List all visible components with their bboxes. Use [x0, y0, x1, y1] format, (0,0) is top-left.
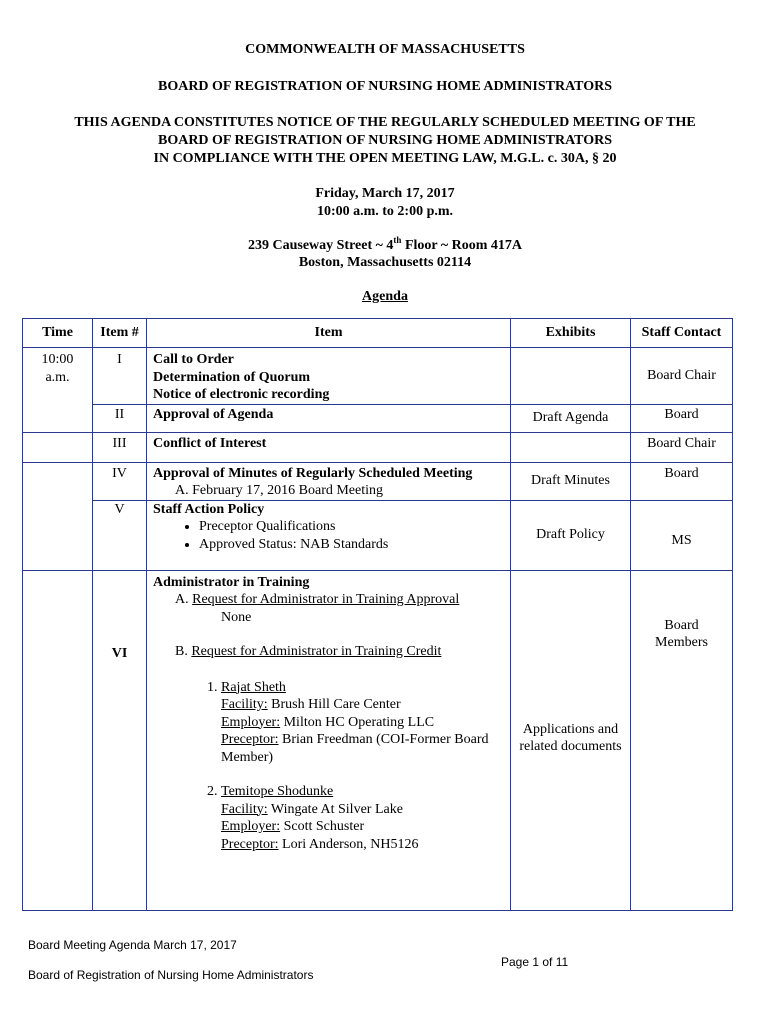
- cell-staff-contact: MS: [631, 500, 733, 570]
- value: Brush Hill Care Center: [267, 697, 401, 712]
- item-title: Staff Action Policy: [153, 501, 265, 517]
- cell-time: [23, 432, 93, 462]
- label: Employer:: [221, 714, 281, 730]
- cell-staff-contact: [631, 570, 733, 911]
- cell-item: [147, 462, 511, 500]
- meeting-time: 10:00 a.m. to 2:00 p.m.: [316, 204, 454, 219]
- header-staff-contact: Staff Contact: [631, 319, 733, 348]
- cell-item-number: IV: [93, 462, 147, 500]
- header-item: Item: [147, 319, 511, 348]
- label: Facility:: [221, 801, 268, 817]
- meeting-date: Friday, March 17, 2017: [315, 186, 455, 201]
- sub-a-none: None: [221, 609, 252, 625]
- cell-time: [23, 462, 93, 570]
- table-row: [23, 570, 733, 911]
- label: Facility:: [221, 697, 268, 712]
- cell-item: [147, 348, 511, 405]
- applicant-facility: [221, 801, 504, 819]
- bullet-list: [153, 518, 504, 553]
- exhibit-line: Applications and: [522, 721, 619, 737]
- item-title: Approval of Minutes of Regularly Scheduled Meeting: [153, 465, 473, 481]
- applicant-name: 2. Temitope Shodunke: [221, 784, 334, 799]
- cell-item-number: I: [93, 348, 147, 405]
- list-item: [221, 679, 504, 784]
- notice-line-1: THIS AGENDA CONSTITUTES NOTICE OF THE REGULARLY SCHEDULED MEETING OF THE: [74, 115, 696, 130]
- value: Lori Anderson, NH5126: [278, 836, 419, 852]
- exhibit-line: related documents: [519, 739, 622, 754]
- cell-item: Approval of Agenda: [147, 404, 511, 432]
- time-value: 10:00: [41, 352, 74, 367]
- table-row: [23, 432, 733, 462]
- label: Preceptor:: [221, 836, 279, 852]
- cell-item: [147, 570, 511, 911]
- table-row: [23, 462, 733, 500]
- agenda-table: [22, 318, 733, 911]
- footer-board-name: Board of Registration of Nursing Home Administrators: [28, 968, 314, 982]
- header-time: Time: [23, 319, 93, 348]
- applicant-name: 1. Rajat Sheth: [221, 679, 286, 695]
- label: Employer:: [221, 819, 281, 834]
- address-pre: 239 Causeway Street ~ 4: [247, 238, 394, 253]
- list-item: [221, 783, 504, 853]
- spacer: [221, 766, 504, 783]
- notice-line-2: BOARD OF REGISTRATION OF NURSING HOME ADMINISTRATORS: [157, 133, 613, 148]
- table-row: [23, 404, 733, 432]
- cell-staff-contact: Board Chair: [631, 432, 733, 462]
- label: Preceptor:: [221, 732, 279, 747]
- cell-time: [23, 348, 93, 433]
- applicant-list: [153, 679, 504, 854]
- cell-staff-contact: Board: [631, 462, 733, 500]
- cell-item: [147, 500, 511, 570]
- header-exhibits: Exhibits: [511, 319, 631, 348]
- header-item-number: Item #: [93, 319, 147, 348]
- applicant-employer: [221, 818, 504, 836]
- cell-exhibit: [511, 348, 631, 405]
- time-meridiem: a.m.: [45, 369, 70, 385]
- sub-a-text: Request for Administrator in Training Approval: [192, 592, 460, 607]
- item-sub-b: [153, 643, 504, 661]
- cell-item-number: V: [93, 500, 147, 570]
- table-row: [23, 500, 733, 570]
- cell-exhibit: Draft Minutes: [511, 462, 631, 500]
- cell-time: [23, 570, 93, 911]
- table-header-row: [23, 319, 733, 348]
- sub-a-prefix: A.: [175, 592, 189, 607]
- applicant-employer: [221, 714, 504, 732]
- item-title: Administrator in Training: [153, 574, 310, 590]
- cell-exhibit: Draft Policy: [511, 500, 631, 570]
- agenda-title: [0, 288, 770, 306]
- cell-exhibit: [511, 570, 631, 911]
- footer-page-number: Page 1 of 11: [501, 955, 569, 969]
- spacer: [153, 661, 504, 679]
- spacer: [153, 626, 504, 643]
- staff-line: Members: [655, 635, 708, 650]
- list-item: • Preceptor Qualifications: [199, 518, 504, 536]
- cell-staff-contact: Board: [631, 404, 733, 432]
- table-row: [23, 348, 733, 405]
- cell-item: Conflict of Interest: [147, 432, 511, 462]
- value: Scott Schuster: [280, 819, 365, 834]
- cell-staff-contact: Board Chair: [631, 348, 733, 405]
- address-sup: th: [393, 235, 402, 245]
- staff-line: Board: [664, 617, 699, 633]
- header-board-name: BOARD OF REGISTRATION OF NURSING HOME ADMINISTRATORS: [157, 79, 613, 94]
- cell-item-number: III: [93, 432, 147, 462]
- sub-b-text: Request for Administrator in Training Credit: [191, 644, 442, 659]
- list-item: • Approved Status: NAB Standards: [199, 536, 504, 554]
- value: Wingate At Silver Lake: [267, 801, 403, 817]
- applicant-preceptor: [221, 731, 504, 766]
- footer-agenda-date: Board Meeting Agenda March 17, 2017: [28, 938, 237, 952]
- sub-b-prefix: B.: [175, 644, 188, 659]
- notice-line-3: IN COMPLIANCE WITH THE OPEN MEETING LAW, M.G.L. c. 30A, § 20: [153, 151, 617, 166]
- item-line: Notice of electronic recording: [153, 387, 330, 402]
- item-sub-a: [153, 591, 504, 609]
- cell-item-number: VI: [93, 570, 147, 911]
- applicant-preceptor: [221, 836, 504, 854]
- header-commonwealth: COMMONWEALTH OF MASSACHUSETTS: [245, 42, 525, 57]
- cell-exhibit: Draft Agenda: [511, 404, 631, 432]
- item-sub: A. February 17, 2016 Board Meeting: [175, 483, 384, 498]
- applicant-facility: [221, 696, 504, 714]
- meeting-address: [0, 237, 770, 255]
- meeting-city: Boston, Massachusetts 02114: [298, 255, 472, 270]
- value: Milton HC Operating LLC: [280, 714, 435, 730]
- agenda-title-text: Agenda: [362, 289, 408, 304]
- cell-item-number: II: [93, 404, 147, 432]
- item-line: Determination of Quorum: [153, 369, 311, 385]
- item-line: Call to Order: [153, 352, 234, 367]
- cell-exhibit: [511, 432, 631, 462]
- value: Brian Freedman (COI-Former Board Member): [221, 732, 489, 765]
- address-post: Floor ~ Room 417A: [401, 238, 523, 253]
